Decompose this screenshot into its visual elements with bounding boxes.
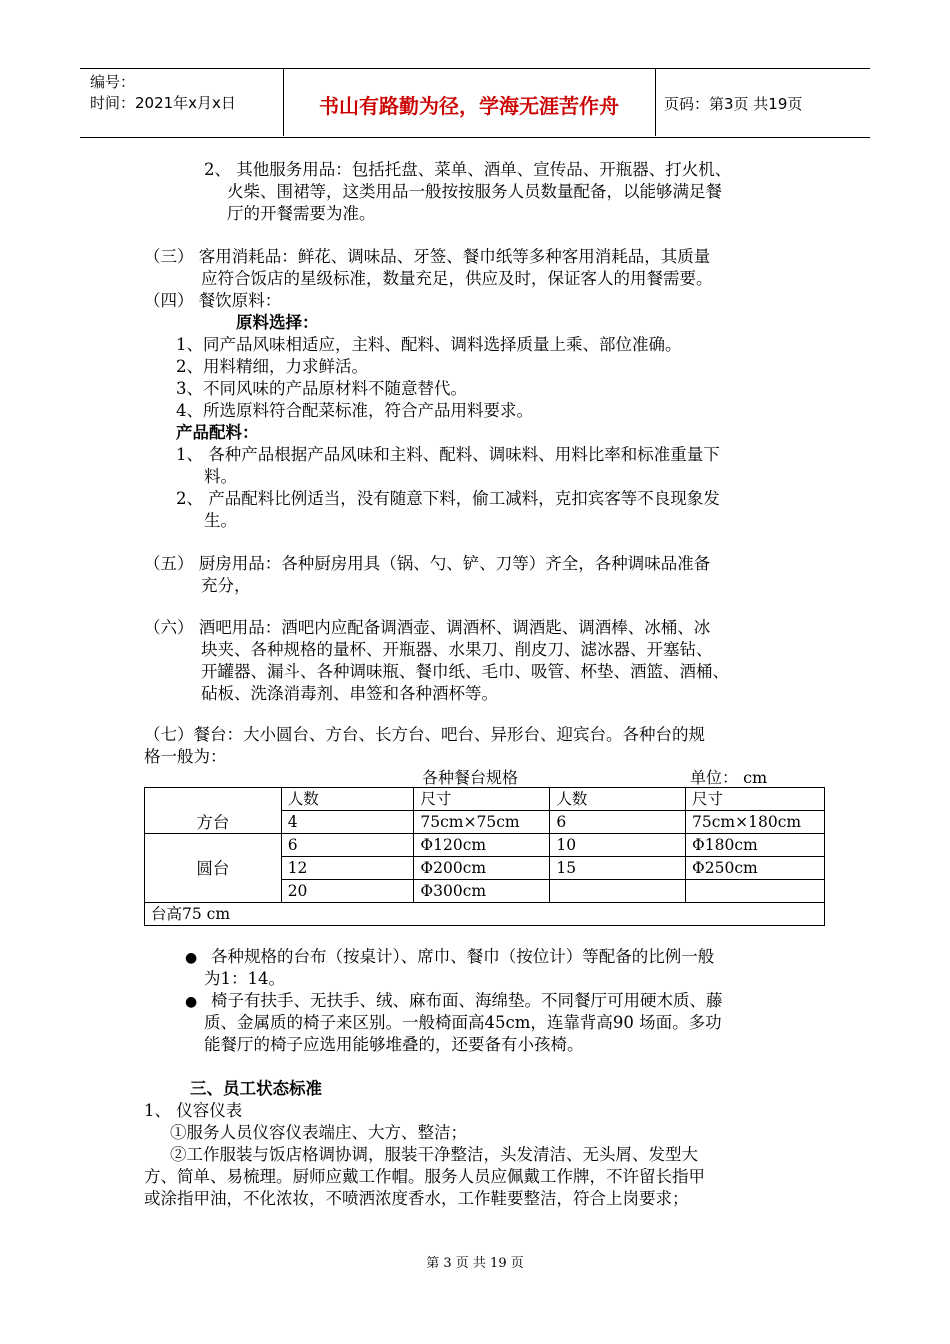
body-line: （六） 酒吧用品：酒吧内应配备调酒壶、调酒杯、调酒匙、调酒棒、冰桶、冰 — [144, 618, 711, 637]
table-cell: Φ200cm — [414, 857, 550, 880]
body-line: 能餐厅的椅子应选用能够堆叠的，还要备有小孩椅。 — [204, 1035, 584, 1054]
body-line: 2、 其他服务用品：包括托盘、菜单、酒单、宣传品、开瓶器、打火机、 — [204, 160, 732, 179]
doc-number-label: 编号： — [90, 73, 136, 91]
subheading: 产品配料： — [176, 423, 259, 442]
table-cell: 75cm×75cm — [414, 811, 550, 834]
body-line: 火柴、围裙等，这类用品一般按按服务人员数量配备，以能够满足餐 — [227, 182, 722, 201]
table-header: 人数 — [550, 788, 686, 811]
body-line: 3、不同风味的产品原材料不随意替代。 — [176, 379, 467, 398]
table-cell: 6 — [550, 811, 686, 834]
body-line: （三） 客用消耗品：鲜花、调味品、牙签、餐巾纸等多种客用消耗品，其质量 — [144, 247, 711, 266]
body-line: 各种规格的台布（按桌计）、席巾、餐巾（按位计）等配备的比例一般 — [211, 947, 715, 966]
body-line: 质、金属质的椅子来区别。一般椅面高45cm，连靠背高90 场面。多功 — [204, 1013, 722, 1032]
page-footer: 第 3 页 共 19 页 — [426, 1256, 524, 1271]
table-cell — [550, 880, 686, 903]
table-cell: 台高75 cm — [145, 903, 825, 926]
body-line: 开罐器、漏斗、各种调味瓶、餐巾纸、毛巾、吸管、杯垫、酒篮、酒桶、 — [201, 662, 729, 681]
body-line: 4、所选原料符合配菜标准，符合产品用料要求。 — [176, 401, 533, 420]
body-line: 1、 各种产品根据产品风味和主料、配料、调味料、用料比率和标准重量下 — [176, 445, 720, 464]
body-line: 2、 产品配料比例适当，没有随意下料，偷工减料，克扣宾客等不良现象发 — [176, 489, 720, 508]
body-line: 方、简单、易梳理。厨师应戴工作帽。服务人员应佩戴工作牌，不许留长指甲 — [144, 1167, 705, 1186]
body-line: （七）餐台：大小圆台、方台、长方台、吧台、异形台、迎宾台。各种台的规 — [144, 725, 705, 744]
table-header: 人数 — [281, 788, 414, 811]
subheading: 原料选择： — [236, 313, 319, 332]
section-heading: （四） 餐饮原料： — [144, 291, 282, 310]
header-meta — [90, 72, 236, 114]
table-cell: 75cm×180cm — [686, 811, 825, 834]
body-line: 料。 — [204, 467, 237, 486]
table-unit: 单位： cm — [690, 768, 768, 787]
table-cell: 4 — [281, 811, 414, 834]
body-line: 2、用料精细，力求鲜活。 — [176, 357, 368, 376]
table-cell — [686, 880, 825, 903]
table-cell: Φ120cm — [414, 834, 550, 857]
time-label: 时间：2021年x月x日 — [90, 94, 236, 112]
table-spec — [144, 787, 825, 926]
table-cell: Φ300cm — [414, 880, 550, 903]
table-cell: 15 — [550, 857, 686, 880]
table-header: 尺寸 — [414, 788, 550, 811]
table-cell: 6 — [281, 834, 414, 857]
body-line: （五） 厨房用品：各种厨房用具（锅、勺、铲、刀等）齐全，各种调味品准备 — [144, 554, 711, 573]
body-line: 1、同产品风味相适应，主料、配料、调料选择质量上乘、部位准确。 — [176, 335, 682, 354]
header-motto: 书山有路勤为径，学海无涯苦作舟 — [319, 94, 619, 118]
body-line: 块夹、各种规格的量杯、开瓶器、水果刀、削皮刀、滤冰器、开塞钻、 — [201, 640, 713, 659]
body-line: 应符合饭店的星级标准，数量充足，供应及时，保证客人的用餐需要。 — [201, 269, 713, 288]
body-line: ①服务人员仪容仪表端庄、大方、整洁； — [170, 1123, 467, 1142]
body-line: 充分， — [201, 576, 251, 595]
table-cell: 10 — [550, 834, 686, 857]
header-divider — [655, 68, 656, 136]
body-line: 为1：14。 — [204, 969, 285, 988]
table-cell: 12 — [281, 857, 414, 880]
table-cell: 圆台 — [145, 834, 282, 903]
table-header: 尺寸 — [686, 788, 825, 811]
bullet-icon: ● — [185, 950, 198, 966]
section-heading: 三、员工状态标准 — [190, 1079, 322, 1098]
table-row — [145, 788, 825, 811]
table-cell: 20 — [281, 880, 414, 903]
body-line: 格一般为： — [144, 747, 227, 766]
table-caption: 各种餐台规格 — [422, 768, 519, 787]
body-line: 1、 仪容仪表 — [144, 1101, 243, 1120]
body-line: 厅的开餐需要为准。 — [227, 204, 376, 223]
body-line: 椅子有扶手、无扶手、绒、麻布面、海绵垫。不同餐厅可用硬木质、藤 — [211, 991, 723, 1010]
table-cell: 方台 — [145, 788, 282, 834]
body-line: ②工作服装与饭店格调协调，服装干净整洁，头发清洁、无头屑、发型大 — [170, 1145, 698, 1164]
table-cell: Φ180cm — [686, 834, 825, 857]
table-cell: Φ250cm — [686, 857, 825, 880]
header-page-number: 页码：第3页 共19页 — [664, 95, 803, 113]
bullet-icon: ● — [185, 994, 198, 1010]
table-row — [145, 834, 825, 857]
body-line: 或涂指甲油，不化浓妆，不喷洒浓度香水，工作鞋要整洁，符合上岗要求； — [144, 1189, 689, 1208]
body-line: 生。 — [204, 511, 237, 530]
body-line: 砧板、洗涤消毒剂、串签和各种酒杯等。 — [201, 684, 498, 703]
table-row — [145, 903, 825, 926]
